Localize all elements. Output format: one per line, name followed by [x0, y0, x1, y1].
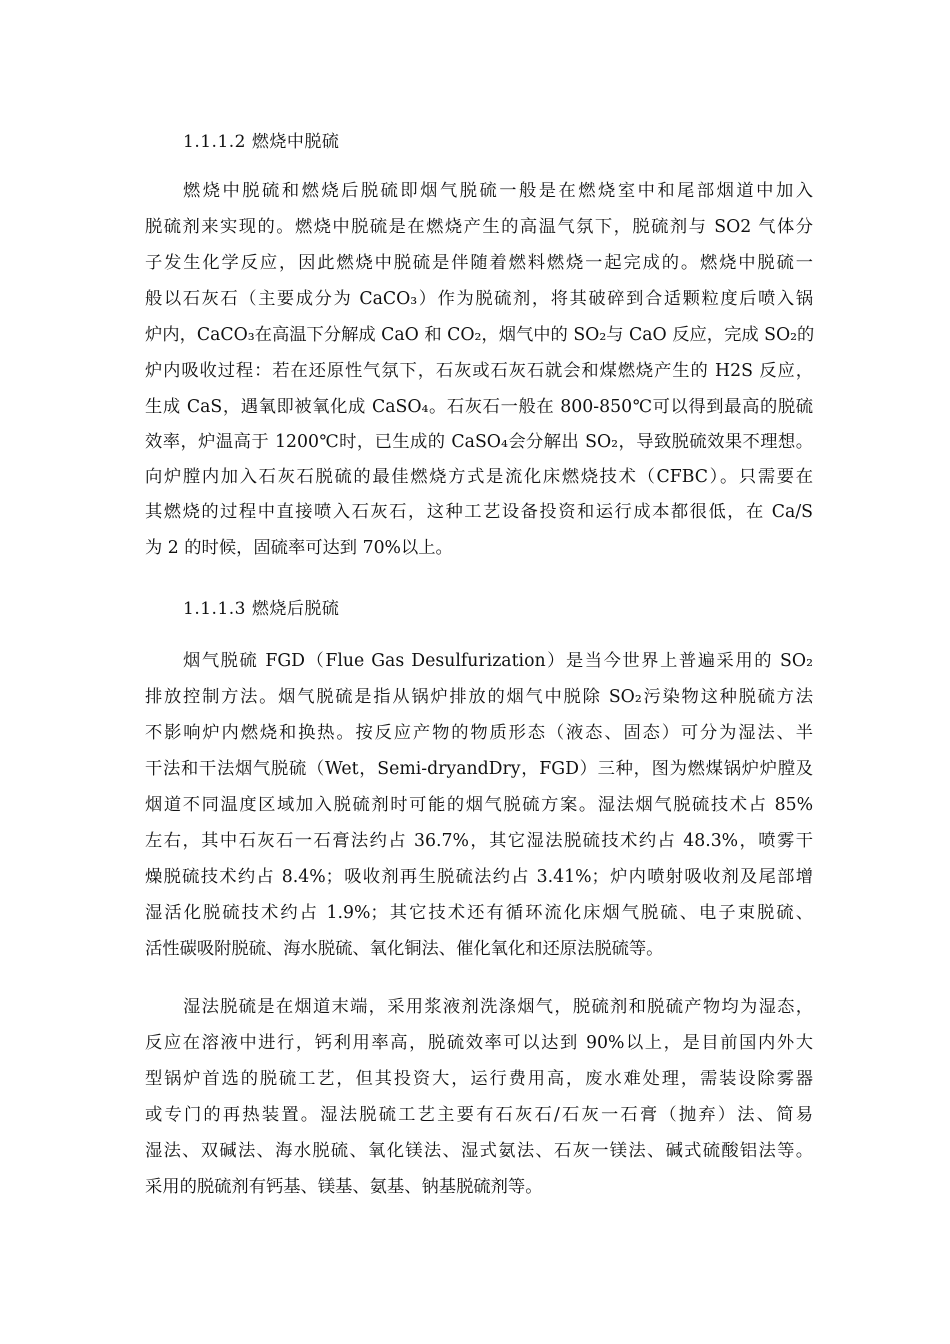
paragraph-line: 湿法、双碱法、海水脱硫、氧化镁法、湿式氨法、石灰一镁法、碱式硫酸铝法等。: [145, 1141, 813, 1161]
paragraph-line: 干法和干法烟气脱硫（Wet，Semi-dryandDry，FGD）三种，图为燃煤锅炉炉膛及: [145, 759, 813, 779]
paragraph-line: 湿活化脱硫技术约占 1.9%；其它技术还有循环流化床烟气脱硫、电子束脱硫、: [145, 903, 813, 923]
paragraph-line: 般以石灰石（主要成分为 CaCO₃）作为脱硫剂，将其破碎到合适颗粒度后喷入锅: [145, 289, 813, 309]
paragraph-line: 烟气脱硫 FGD（Flue Gas Desulfurization）是当今世界上普遍采用的 SO₂: [183, 651, 813, 671]
section-heading-combustion-desulfurization: 1.1.1.2 燃烧中脱硫: [183, 132, 340, 152]
paragraph-line: 炉内吸收过程：若在还原性气氛下，石灰或石灰石就会和煤燃烧产生的 H2S 反应，: [145, 361, 813, 381]
paragraph-line: 湿法脱硫是在烟道末端，采用浆液剂洗涤烟气，脱硫剂和脱硫产物均为湿态，: [183, 997, 813, 1017]
paragraph-line: 效率，炉温高于 1200℃时，已生成的 CaSO₄会分解出 SO₂，导致脱硫效果不理想。: [145, 432, 813, 452]
paragraph-line: 向炉膛内加入石灰石脱硫的最佳燃烧方式是流化床燃烧技术（CFBC）。只需要在: [145, 467, 813, 487]
paragraph-line: 子发生化学反应，因此燃烧中脱硫是伴随着燃料燃烧一起完成的。燃烧中脱硫一: [145, 253, 813, 273]
paragraph-line: 生成 CaS，遇氧即被氧化成 CaSO₄。石灰石一般在 800-850℃可以得到最高的脱硫: [145, 397, 813, 417]
paragraph-line: 或专门的再热装置。湿法脱硫工艺主要有石灰石/石灰一石膏（抛弃）法、简易: [145, 1105, 813, 1125]
paragraph-line: 不影响炉内燃烧和换热。按反应产物的物质形态（液态、固态）可分为湿法、半: [145, 723, 813, 743]
paragraph-line: 燃烧中脱硫和燃烧后脱硫即烟气脱硫一般是在燃烧室中和尾部烟道中加入: [183, 181, 813, 201]
paragraph-line: 采用的脱硫剂有钙基、镁基、氨基、钠基脱硫剂等。: [145, 1177, 543, 1197]
paragraph-line: 活性碳吸附脱硫、海水脱硫、氧化铜法、催化氧化和还原法脱硫等。: [145, 939, 664, 959]
paragraph-line: 脱硫剂来实现的。燃烧中脱硫是在燃烧产生的高温气氛下，脱硫剂与 SO2 气体分: [145, 217, 813, 237]
paragraph-line: 左右，其中石灰石一石膏法约占 36.7%，其它湿法脱硫技术约占 48.3%，喷雾干: [145, 831, 813, 851]
paragraph-line: 其燃烧的过程中直接喷入石灰石，这种工艺设备投资和运行成本都很低，在 Ca/S: [145, 502, 813, 522]
paragraph-line: 燥脱硫技术约占 8.4%；吸收剂再生脱硫法约占 3.41%；炉内喷射吸收剂及尾部增: [145, 867, 813, 887]
paragraph-line: 为 2 的时候，固硫率可达到 70%以上。: [145, 538, 453, 558]
paragraph-line: 排放控制方法。烟气脱硫是指从锅炉排放的烟气中脱除 SO₂污染物这种脱硫方法: [145, 687, 813, 707]
section-heading-post-combustion-desulfurization: 1.1.1.3 燃烧后脱硫: [183, 599, 340, 619]
paragraph-line: 反应在溶液中进行，钙利用率高，脱硫效率可以达到 90%以上，是目前国内外大: [145, 1033, 813, 1053]
paragraph-line: 炉内，CaCO₃在高温下分解成 CaO 和 CO₂，烟气中的 SO₂与 CaO 反应，完成 SO₂的: [145, 325, 815, 345]
paragraph-line: 烟道不同温度区域加入脱硫剂时可能的烟气脱硫方案。湿法烟气脱硫技术占 85%: [145, 795, 813, 815]
paragraph-line: 型锅炉首选的脱硫工艺，但其投资大，运行费用高，废水难处理，需装设除雾器: [145, 1069, 813, 1089]
